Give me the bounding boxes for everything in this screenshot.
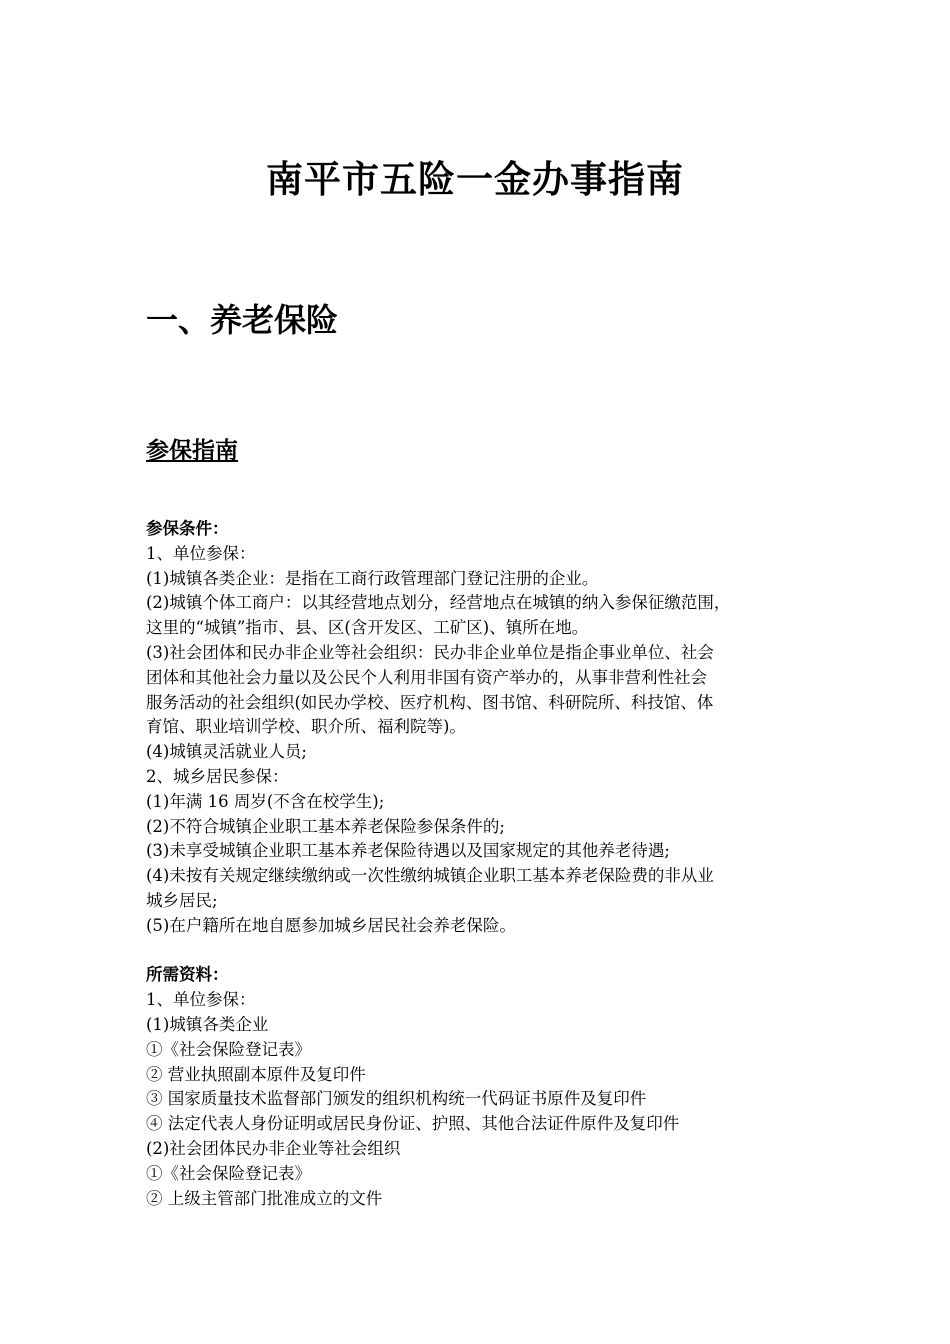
subsection-heading-enrollment-guide: 参保指南 [146, 437, 238, 464]
conditions-line: (4)城镇灵活就业人员; [146, 742, 307, 762]
materials-line: ④ 法定代表人身份证明或居民身份证、护照、其他合法证件原件及复印件 [146, 1114, 680, 1134]
materials-line: (2)社会团体民办非企业等社会组织 [146, 1138, 401, 1158]
materials-line: ② 营业执照副本原件及复印件 [146, 1064, 366, 1084]
conditions-line: (5)在户籍所在地自愿参加城乡居民社会养老保险。 [146, 915, 516, 935]
conditions-line: (1)年满 16 周岁(不含在校学生); [146, 791, 385, 811]
conditions-line: 城乡居民; [146, 890, 218, 910]
materials-line: (1)城镇各类企业 [146, 1014, 269, 1034]
conditions-line: 育馆、职业培训学校、职介所、福利院等)。 [146, 717, 466, 737]
conditions-heading: 参保条件： [146, 519, 229, 538]
conditions-line: (1)城镇各类企业：是指在工商行政管理部门登记注册的企业。 [146, 568, 599, 588]
materials-line: ③ 国家质量技术监督部门颁发的组织机构统一代码证书原件及复印件 [146, 1089, 647, 1109]
conditions-block [146, 517, 826, 1211]
paragraph-spacer [146, 939, 826, 964]
conditions-line: (3)未享受城镇企业职工基本养老保险待遇以及国家规定的其他养老待遇; [146, 841, 670, 861]
conditions-line: (3)社会团体和民办非企业等社会组织：民办非企业单位是指企事业单位、社会 [146, 642, 714, 662]
materials-line: 1、单位参保： [146, 990, 256, 1010]
conditions-line: 团体和其他社会力量以及公民个人利用非国有资产举办的，从事非营利性社会 [146, 667, 707, 687]
conditions-line: 这里的“城镇”指市、县、区(含开发区、工矿区)、镇所在地。 [146, 618, 589, 638]
conditions-line: 服务活动的社会组织(如民办学校、医疗机构、图书馆、科研院所、科技馆、体 [146, 692, 714, 712]
conditions-line: 2、城乡居民参保： [146, 766, 289, 786]
section-heading-pension: 一、养老保险 [146, 301, 339, 339]
materials-line: ①《社会保险登记表》 [146, 1039, 311, 1059]
materials-heading: 所需资料： [146, 965, 229, 985]
document-title: 南平市五险一金办事指南 [266, 157, 684, 201]
conditions-line: (4)未按有关规定继续缴纳或一次性缴纳城镇企业职工基本养老保险费的非从业 [146, 866, 714, 886]
materials-line: ①《社会保险登记表》 [146, 1163, 311, 1183]
conditions-line: 1、单位参保： [146, 543, 256, 563]
conditions-line: (2)不符合城镇企业职工基本养老保险参保条件的; [146, 816, 505, 836]
materials-line: ② 上级主管部门批准成立的文件 [146, 1188, 383, 1208]
conditions-line: (2)城镇个体工商户：以其经营地点划分，经营地点在城镇的纳入参保征缴范围， [146, 593, 731, 613]
